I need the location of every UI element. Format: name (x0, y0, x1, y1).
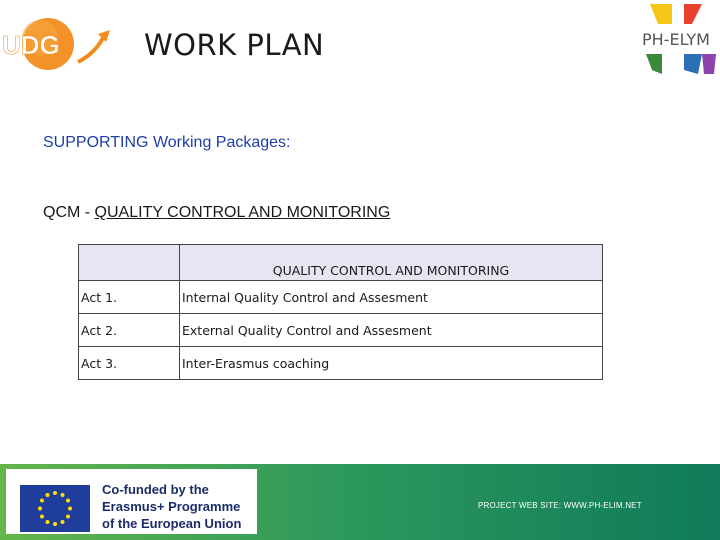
page-title: WORK PLAN (144, 28, 325, 62)
table-row (79, 314, 603, 347)
eu-cofunded-text (102, 481, 241, 532)
table-header-cell: QUALITY CONTROL AND MONITORING (180, 245, 603, 281)
qcm-prefix: QCM - (43, 204, 95, 221)
ph-elim-logo (636, 0, 720, 80)
work-plan-table (78, 244, 603, 380)
qcm-heading (43, 204, 390, 222)
eu-text-line: Co-funded by the (102, 482, 209, 497)
qcm-name: QUALITY CONTROL AND MONITORING (94, 204, 391, 221)
eu-cofunded-banner (6, 469, 257, 534)
table-cell-activity: Act 3. (79, 347, 180, 380)
ph-elim-logo-text: PH-ELYM (642, 30, 710, 49)
eu-text-line: Erasmus+ Programme (102, 499, 241, 514)
table-cell-description: Inter-Erasmus coaching (180, 347, 603, 380)
footer-bar (0, 464, 720, 540)
udg-logo (0, 12, 120, 70)
udg-logo-text: UDG (2, 30, 60, 60)
table-header-row (79, 245, 603, 281)
table-cell-activity: Act 1. (79, 281, 180, 314)
table-row (79, 281, 603, 314)
table-row (79, 347, 603, 380)
project-website-text: PROJECT WEB SITE: WWW.PH-ELIM.NET (478, 501, 642, 510)
eu-text-line: of the European Union (102, 516, 242, 531)
section-subtitle: SUPPORTING Working Packages: (43, 134, 291, 151)
table-cell-description: External Quality Control and Assesment (180, 314, 603, 347)
table-header-cell (79, 245, 180, 281)
eu-flag-icon (20, 485, 90, 532)
table-cell-description: Internal Quality Control and Assesment (180, 281, 603, 314)
table-cell-activity: Act 2. (79, 314, 180, 347)
